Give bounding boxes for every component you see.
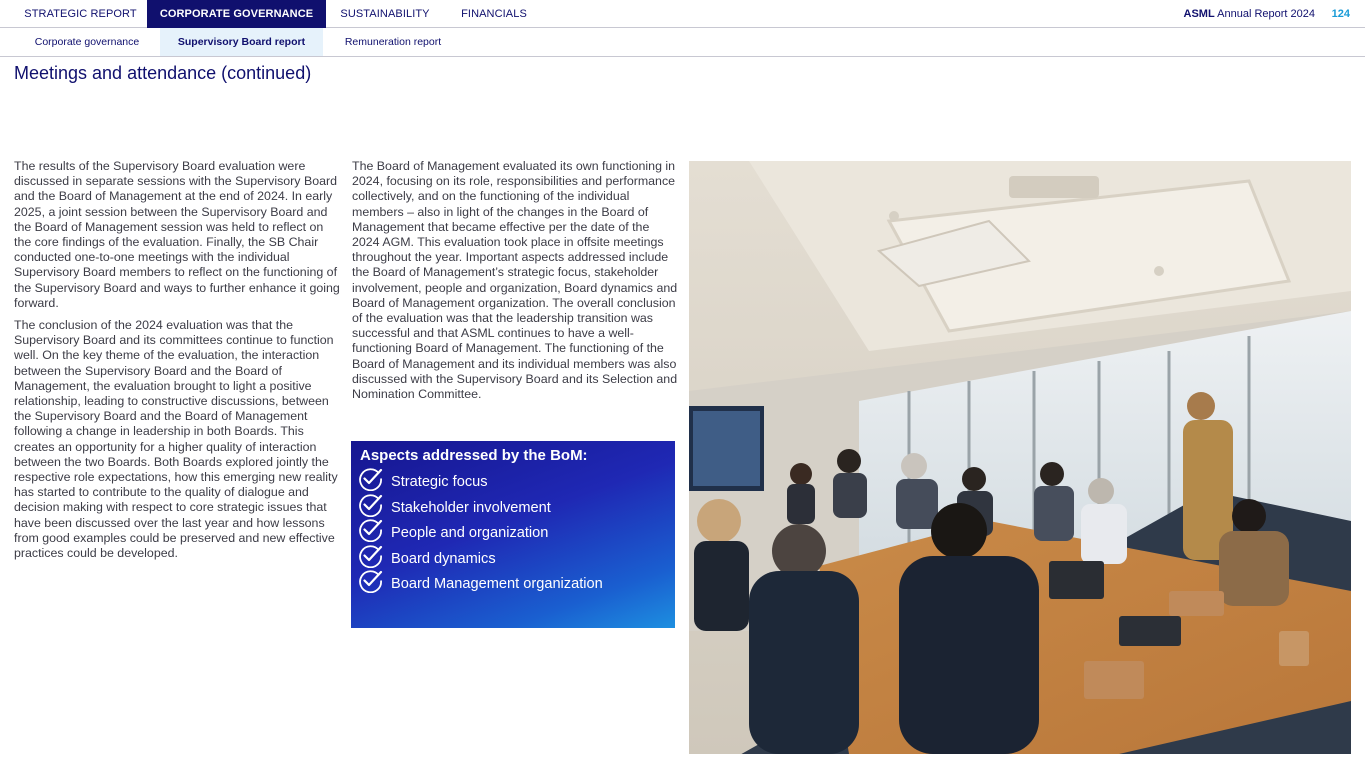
subtab-supervisory-board-report[interactable]: Supervisory Board report (160, 28, 323, 56)
aspects-box (351, 441, 675, 628)
subtab-remuneration-report[interactable]: Remuneration report (344, 36, 442, 48)
checkmark-circle-icon (358, 543, 383, 568)
top-navigation (0, 0, 1365, 28)
aspect-item (360, 524, 666, 550)
aspect-label: Board Management organization (391, 576, 603, 593)
aspects-box-title: Aspects addressed by the BoM: (360, 447, 588, 464)
paragraph: The Board of Management evaluated its own functioning in 2024, focusing on its role, responsibilities and performance collectively, and on the functioning of the individual members – also in light of the changes in the Board of Management that became effective per the date of the 2024 AGM. This evaluation took place in offsite meetings throughout the year. Important aspects addressed include the Board of Management’s strategic focus, stakeholder involvement, people and organization, Board dynamics and Board of Management organization. The overall conclusion of the evaluation was that the leadership transition was successful and that ASML continues to have a well-functioning Board of Management. The functioning of the Board of Management and its individual members was also discussed with the Supervisory Board and its Selection and Nomination Committee. (352, 159, 678, 402)
meeting-photo-illustration (689, 161, 1351, 754)
aspect-item (360, 499, 666, 525)
aspect-item (360, 473, 666, 499)
report-brand (1184, 0, 1315, 28)
paragraph: The results of the Supervisory Board evaluation were discussed in separate sessions with the Supervisory Board and the Board of Management at the end of 2024. In early 2025, a joint session between the Supervisory Board and the Board of Management session was held to reflect on the core findings of the evaluation. Finally, the SB Chair conducted one-to-one meetings with the individual Supervisory Board members to reflect on the functioning of the Supervisory Board and ways to further enhance it going forward. (14, 159, 340, 310)
tab-strategic-report[interactable]: STRATEGIC REPORT (24, 8, 137, 20)
checkmark-circle-icon (358, 492, 383, 517)
checkmark-circle-icon (358, 517, 383, 542)
tab-financials[interactable]: FINANCIALS (461, 8, 527, 20)
meeting-room-photo (689, 161, 1351, 754)
tab-corporate-governance[interactable]: CORPORATE GOVERNANCE (147, 0, 326, 28)
checkmark-circle-icon (358, 568, 383, 593)
sub-navigation (0, 28, 1365, 57)
paragraph: The conclusion of the 2024 evaluation was that the Supervisory Board and its committees continue to function well. On the key theme of the evaluation, the interaction between the Supervisory Board and the Board of Management, the evaluation brought to light a positive relationship, leading to constructive discussions, between the Supervisory Board and the Board of Management following a change in leadership in both Boards. This creates an opportunity for a higher quality of interaction between the two Boards. Both Boards explored jointly the respective role expectations, how this emerging new reality has started to contribute to the quality of dialogue and decision making with respect to core strategic issues that have been discussed over the last year and how lessons from good examples could be preserved and new effective practices could be developed. (14, 318, 338, 561)
aspect-label: Strategic focus (391, 474, 488, 490)
checkmark-circle-icon (358, 466, 383, 491)
aspect-item (360, 550, 666, 576)
aspect-item (360, 575, 666, 601)
page-number: 124 (1331, 8, 1350, 20)
subtab-corporate-governance[interactable]: Corporate governance (34, 36, 140, 48)
text-column-left (14, 159, 342, 568)
brand-name: ASML (1183, 8, 1215, 20)
aspects-list (360, 473, 666, 601)
tab-sustainability[interactable]: SUSTAINABILITY (340, 8, 430, 20)
brand-report-title: Annual Report 2024 (1214, 8, 1315, 20)
aspect-label: People and organization (391, 525, 549, 542)
aspect-label: Stakeholder involvement (391, 499, 551, 516)
text-column-middle (352, 159, 680, 409)
page-title: Meetings and attendance (continued) (14, 63, 312, 83)
aspect-label: Board dynamics (391, 550, 496, 567)
